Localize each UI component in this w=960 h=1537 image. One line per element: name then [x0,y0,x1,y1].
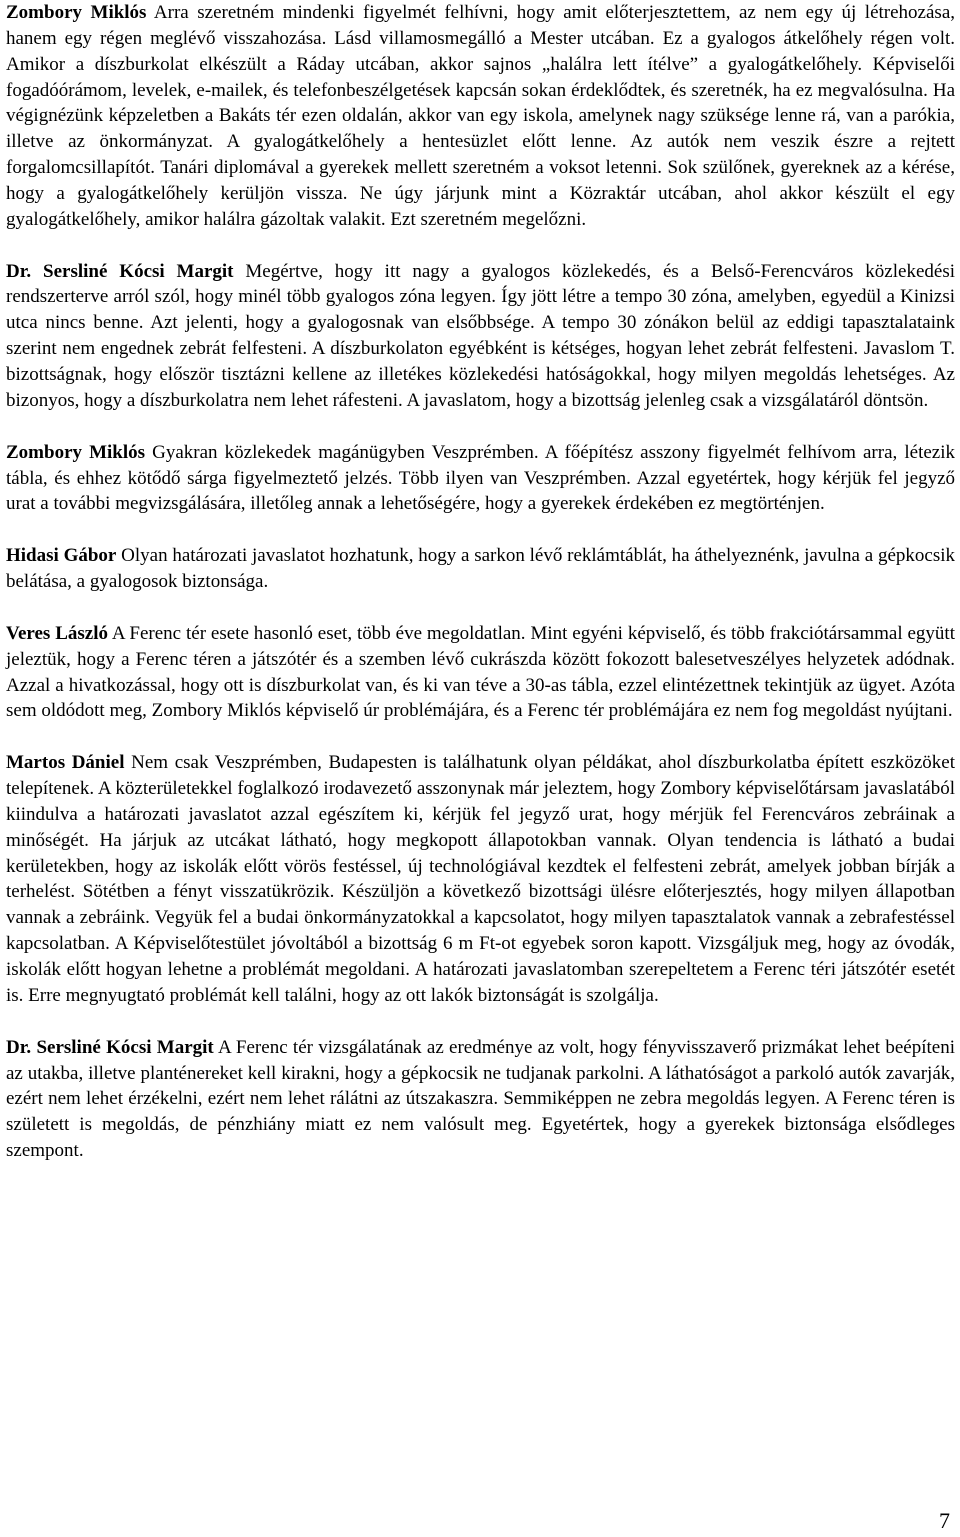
speaker-name: Dr. Sersliné Kócsi Margit [6,1036,214,1058]
speaker-name: Zombory Miklós [6,2,147,23]
document-page [6,0,955,1190]
speaker-name: Zombory Miklós [6,441,146,463]
paragraph-text: Arra szeretném mindenki figyelmét felhívni, hogy amit előterjesztettem, az nem egy új létrehozása, hanem egy régen meglévő visszahozása. Lásd villamosmegálló a Mester utcában. Ez a gyalogos átkelőhely régen volt. Amikor a díszburkolat elkészült a Ráday utcában, akkor sajnos „halálra lett ítélve” a gyalogátkelőhely. Képviselői fogadóórámom, levelek, e-mailek, és telefonbeszélgetések kapcsán sokan érdeklődtek, és szeretnék, ha ez megvalósulna. Ha végignézünk képzeletben a Bakáts tér ezen oldalán, akkor van egy iskola, amelynek nagy szüksége lenne rá, van a parókia, illetve az önkormányzat. A gyalogátkelőhely a hentesüzlet előtt lenne. Az autók nem veszik észre a rejtett forgalomcsillapítót. Tanári diplomával a gyerekek mellett szeretném a voksot letenni. Sok szülőnek, gyereknek az a kérése, hogy a gyalogátkelőhely kerüljön vissza. Ne úgy járjunk mint a Közraktár utcában, ahol akkor készült el egy gyalogátkelőhely, amikor halálra gázoltak valakit. Ezt szeretném megelőzni. [6,2,955,230]
paragraph-text: Megértve, hogy itt nagy a gyalogos közlekedés, és a Belső-Ferencváros közlekedési rendszerterve arról szól, hogy minél több gyalogos zóna legyen. Így jött létre a tempo 30 zóna, amelyben, egyedül a Kinizsi utca nincs benne. Azt jelenti, hogy a gyalogosnak van elsőbbsége. A tempo 30 zónákon belül az eddigi tapasztalataink szerint nem engednek zebrát felfesteni. A díszburkolaton egyébként is kétséges, hogyan lehet zebrát felfesteni. Javaslom T. bizottságnak, hogy először tisztázni kellene az illetékes közlekedési hatóságokkal, hogy milyen megoldás lehetséges. Az bizonyos, hogy a díszburkolatra nem lehet ráfesteni. A javaslatom, hogy a bizottság jelenleg csak a vizsgálatáról döntsön. [6,260,955,411]
page-number: 7 [939,1508,950,1533]
paragraph-text: A Ferenc tér esete hasonló eset, több éve megoldatlan. Mint egyéni képviselő, és több frakciótársammal együtt jeleztük, hogy a Ferenc téren a játszótér és a szemben lévő cukrászda között fokozott balesetveszélyes helyzetek adódnak. Azzal a hivatkozással, hogy ott is díszburkolat van, és ki van téve a 30-as tábla, ezzel elintézettnek tekintjük az ügyet. Azóta sem oldódott meg, Zombory Miklós képviselő úr problémájára, és a Ferenc tér problémájára ez nem fog megoldást nyújtani. [6,622,955,722]
paragraph [6,1035,955,1164]
paragraph-text: Nem csak Veszprémben, Budapesten is találhatunk olyan példákat, ahol díszburkolatba épített eszközöket telepítenek. A közterületekkel foglalkozó irodavezető asszonynak már jeleztem, hogy Zombory képviselőtársam javaslatából kiindulva a határozati javaslatot azzal egészítem ki, kérjük fel jegyző urat, hogy mérjük fel Ferencváros zebráinak a minőségét. Ha járjuk az utcákat látható, hogy megkopott állapotokban vannak. Olyan tendencia is látható a budai kerületekben, hogy az iskolák előtt vörös festéssel, új technológiával kezdtek el felfesteni zebrát, amelyek jobban bírják a terhelést. Sötétben a fényt visszatükrözik. Készüljön a következő bizottsági ülésre előterjesztés, hogy milyen állapotban vannak a zebráink. Vegyük fel a budai önkormányzatokkal a kapcsolatot, hogy milyen tapasztalatok vannak a zebrafestéssel kapcsolatban. A Képviselőtestület jóvoltából a bizottság 6 m Ft-ot egyebek soron kapott. Vizsgáljuk meg, hogy az óvodák, iskolák előtt hogyan lehetne a problémát megoldani. A határozati javaslatomban szerepeltetem a Ferenc téri játszótér esetét is. Erre megnyugtató problémát kell találni, hogy az ott lakók biztonságát is szolgálja. [6,752,955,1006]
paragraph-text: A Ferenc tér vizsgálatának az eredménye az volt, hogy fényvisszaverő prizmákat lehet beépíteni az utakba, illetve planténereket kell kirakni, hogy a gépkocsik ne tudjanak parkolni. A láthatóságot a parkoló autók zavarják, ezért nem lehet érzékelni, ezért nem lehet rálátni az útszakaszra. Semmiképpen ne zebra megoldás legyen. A Ferenc téren is született is megoldás, de pénzhiány miatt ez nem valósult meg. Egyetértek, hogy a gyerekek biztonsága elsődleges szempont. [6,1036,956,1162]
speaker-name: Veres László [6,622,108,644]
paragraph [6,750,955,1008]
speaker-name: Hidasi Gábor [6,545,117,567]
paragraph-text: Gyakran közlekedek magánügyben Veszprémben. A főépítész asszony figyelmét felhívom arra, létezik tábla, és ehhez kötődő sárga figyelmeztető jelzés. Több ilyen van Veszprémben. Azzal egyetértek, hogy kérjük fel jegyző urat a további megvizsgálására, illetőleg annak a lehetőségére, hogy a gyerekek érdekében ez megtörténjen. [6,441,955,515]
speaker-name: Martos Dániel [6,752,125,774]
paragraph [6,543,955,595]
speaker-name: Dr. Sersliné Kócsi Margit [6,260,234,282]
paragraph [6,259,955,414]
paragraph-text: Olyan határozati javaslatot hozhatunk, hogy a sarkon lévő reklámtáblát, ha áthelyeznénk, javulna a gépkocsik belátása, a gyalogosok biztonsága. [6,545,956,593]
paragraph [6,0,955,233]
paragraph [6,440,955,518]
paragraph [6,621,955,724]
